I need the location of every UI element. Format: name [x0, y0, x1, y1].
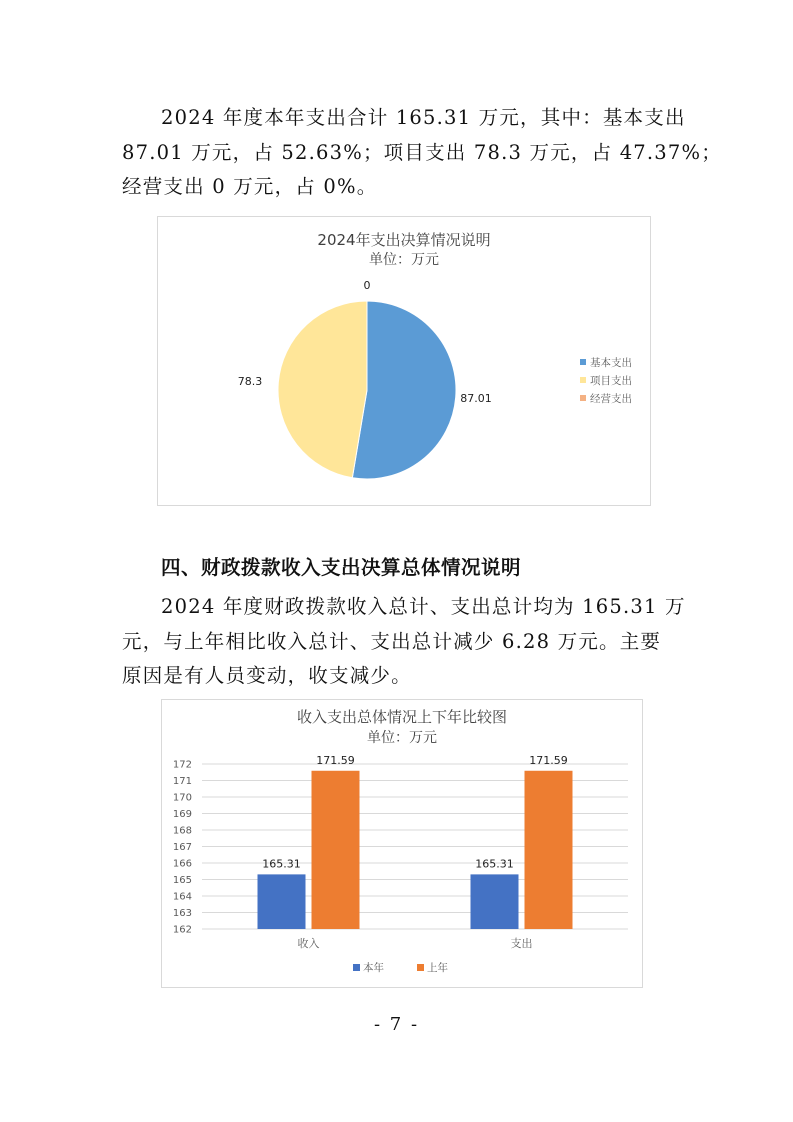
y-tick-label: 172	[172, 759, 192, 771]
paragraph-line: 经营支出 0 万元，占 0%。	[122, 175, 378, 198]
y-tick-label: 169	[172, 809, 192, 820]
bar-chart-subtitle: 单位：万元	[367, 730, 437, 746]
expense-summary-paragraph	[122, 101, 722, 205]
appropriation-summary-paragraph	[122, 590, 686, 694]
paragraph-line: 2024 年度本年支出合计 165.31 万元，其中：基本支出	[161, 106, 686, 129]
x-category-label: 支出	[510, 937, 533, 950]
paragraph-line: 元，与上年相比收入总计、支出总计减少 6.28 万元。主要	[122, 629, 662, 653]
paragraph-line: 2024 年度财政拨款收入总计、支出总计均为 165.31 万	[161, 595, 686, 618]
bar-current-year-1	[471, 874, 519, 929]
pie-chart-subtitle: 单位：万元	[369, 252, 439, 268]
legend-swatch-current-year	[353, 964, 360, 971]
pie-data-label-jingying: 0	[363, 279, 371, 292]
y-tick-label: 163	[172, 908, 192, 919]
y-tick-label: 171	[172, 776, 192, 787]
y-tick-label: 170	[172, 792, 192, 804]
bar-data-label: 165.31	[475, 857, 514, 871]
legend-label-jiben: 基本支出	[590, 357, 632, 369]
legend-swatch-jiben	[580, 359, 586, 365]
bar-data-label: 171.59	[316, 753, 355, 767]
legend-swatch-previous-year	[417, 964, 424, 971]
comparison-bar-chart	[161, 699, 643, 988]
pie-legend	[580, 356, 632, 405]
legend-label-current-year: 本年	[363, 962, 384, 974]
pie-slice-xiangmu	[278, 301, 367, 478]
bar-data-label: 171.59	[529, 753, 568, 767]
paragraph-line: 87.01 万元，占 52.63%；项目支出 78.3 万元，占 47.37%；	[122, 140, 722, 164]
y-tick-label: 164	[172, 891, 192, 903]
bar-previous-year-0	[312, 771, 360, 929]
bar-chart-title: 收入支出总体情况上下年比较图	[296, 708, 508, 726]
pie-data-label-jiben: 87.01	[460, 392, 492, 405]
bar-data-label: 165.31	[262, 857, 301, 871]
section-heading: 四、财政拨款收入支出决算总体情况说明	[161, 556, 522, 579]
pie-slice-jiben	[352, 301, 456, 479]
paragraph-line: 原因是有人员变动，收支减少。	[122, 664, 412, 687]
bar-current-year-0	[258, 874, 306, 929]
pie-chart-title: 2024年支出决算情况说明	[317, 231, 491, 249]
page-number: - 7 -	[373, 1014, 420, 1035]
bar-previous-year-1	[525, 771, 573, 929]
legend-swatch-xiangmu	[580, 377, 586, 383]
expense-pie-chart	[157, 216, 651, 506]
y-tick-label: 162	[172, 924, 192, 936]
y-tick-label: 167	[172, 842, 192, 853]
legend-label-jingying: 经营支出	[590, 393, 632, 405]
legend-label-xiangmu: 项目支出	[590, 375, 632, 387]
x-category-label: 收入	[297, 937, 320, 950]
legend-label-previous-year: 上年	[427, 962, 448, 974]
bar-legend	[353, 961, 448, 974]
y-tick-label: 165	[172, 875, 192, 886]
y-tick-label: 168	[172, 825, 192, 837]
pie-data-label-xiangmu: 78.3	[237, 375, 263, 388]
y-tick-label: 166	[172, 858, 192, 870]
legend-swatch-jingying	[580, 395, 586, 401]
